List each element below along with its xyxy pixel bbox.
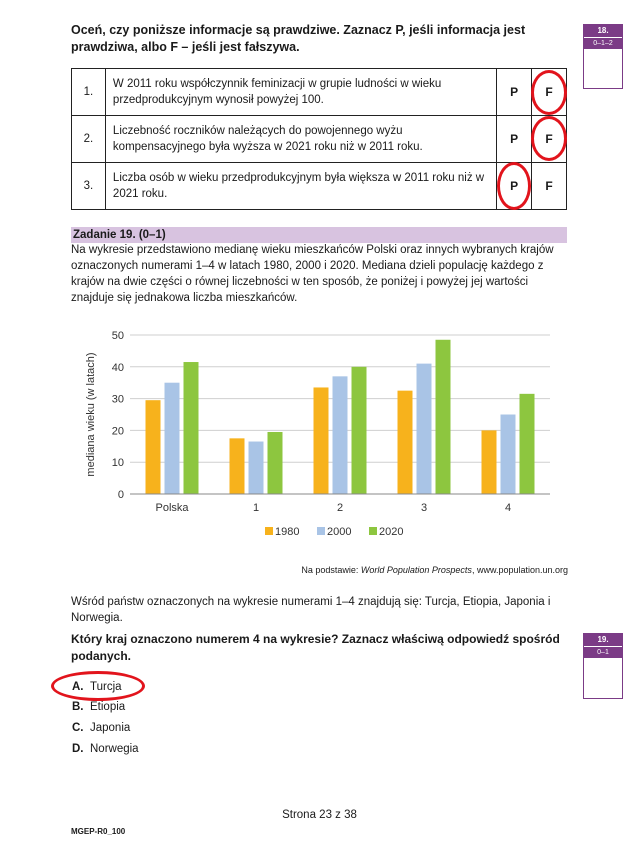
option-letter: B.: [72, 701, 84, 713]
page-number: Strona 23 z 38: [282, 809, 357, 821]
score-box-points: 0–1: [584, 646, 622, 658]
bar-1980-1: [230, 438, 245, 494]
y-tick-label: 40: [111, 361, 124, 374]
bar-2000-3: [417, 364, 432, 494]
task19-question: Który kraj oznaczono numerem 4 na wykresie? Zaznacz właściwą odpowiedź spośród podanych.: [71, 632, 560, 663]
option-letter: D.: [72, 743, 84, 755]
table-row: [72, 116, 567, 163]
legend-swatch-2000: [317, 527, 325, 535]
task19-intro: Na wykresie przedstawiono medianę wieku mieszkańców Polski oraz innych wybranych krajów oznaczonych numerami 1–4 w latach 1980, 2000 i 2020. Mediana dzieli populację każdego z krajów na dwie części o równej liczebności w ten sposób, że poniżej i powyżej jej wartości znajduje się jednakowa liczba mieszkańców.: [71, 244, 554, 304]
legend-swatch-2020: [369, 527, 377, 535]
bar-2020-2: [352, 367, 367, 494]
y-tick-label: 30: [111, 393, 124, 406]
option-letter: C.: [72, 722, 84, 734]
countries-paragraph: Wśród państw oznaczonych na wykresie numerami 1–4 znajdują się: Turcja, Etiopia, Japonia i Norwegia.: [71, 596, 551, 624]
table-row: [72, 163, 567, 210]
answer-p[interactable]: P: [497, 163, 532, 210]
legend-label-2000: 2000: [327, 526, 352, 538]
answer-p[interactable]: P: [497, 69, 532, 116]
y-tick-label: 50: [111, 330, 124, 342]
bar-2020-Polska: [184, 362, 199, 494]
option-text: Japonia: [90, 722, 131, 734]
bar-2000-4: [501, 415, 516, 495]
option-c[interactable]: [72, 720, 130, 736]
score-box-number: 19.: [584, 634, 622, 646]
exam-code: MGEP-R0_100: [71, 827, 126, 836]
table-row: [72, 69, 567, 116]
legend-label-1980: 1980: [275, 526, 300, 538]
bar-2020-4: [520, 394, 535, 494]
statement-number: 2.: [72, 116, 106, 163]
x-tick-label: 4: [504, 502, 512, 514]
option-text: Turcja: [90, 681, 122, 693]
bar-2000-2: [333, 376, 348, 494]
source-prefix: Na podstawie:: [301, 565, 361, 575]
bar-1980-3: [398, 391, 413, 494]
score-box-points: 0–1–2: [584, 37, 622, 49]
x-tick-label: 1: [252, 502, 260, 514]
score-box-18: [583, 24, 623, 89]
bar-2020-1: [268, 432, 283, 494]
x-tick-label: Polska: [155, 502, 189, 514]
chart-source: [250, 565, 568, 575]
option-letter: A.: [72, 681, 84, 693]
answer-p[interactable]: P: [497, 116, 532, 163]
bar-1980-2: [314, 387, 329, 494]
score-box-number: 18.: [584, 25, 622, 37]
task19-header: Zadanie 19. (0–1): [71, 227, 567, 243]
statements-table: [71, 68, 567, 210]
option-text: Etiopia: [90, 701, 126, 713]
answer-mark-row1-f: [531, 70, 567, 115]
answer-mark-option-a: [51, 671, 145, 701]
y-tick-label: 20: [111, 425, 124, 438]
x-tick-label: 3: [420, 502, 428, 514]
bar-1980-4: [482, 430, 497, 494]
statement-text: Liczebność roczników należących do powojennego wyżu kompensacyjnego była wyższa w 2021 roku niż w 2011 roku.: [105, 116, 496, 163]
y-tick-label: 0: [117, 489, 124, 501]
bar-1980-Polska: [146, 400, 161, 494]
answer-mark-row2-f: [531, 116, 567, 161]
legend-label-2020: 2020: [379, 526, 404, 538]
option-d[interactable]: [72, 741, 139, 757]
y-tick-label: 10: [111, 457, 124, 470]
source-suffix: , www.population.un.org: [471, 565, 568, 575]
x-tick-label: 2: [336, 502, 344, 514]
bar-2000-1: [249, 442, 264, 494]
answer-f[interactable]: F: [532, 116, 567, 163]
statement-number: 3.: [72, 163, 106, 210]
legend-swatch-1980: [265, 527, 273, 535]
y-axis-label: mediana wieku (w latach): [85, 352, 97, 477]
option-b[interactable]: [72, 699, 125, 715]
score-box-19: [583, 633, 623, 699]
task18-instruction: Oceń, czy poniższe informacje są prawdziwe. Zaznacz P, jeśli informacja jest prawdziwa, albo F – jeśli jest fałszywa.: [71, 23, 526, 54]
source-title: World Population Prospects: [360, 565, 472, 575]
statement-text: Liczba osób w wieku przedprodukcyjnym była większa w 2011 roku niż w 2021 roku.: [105, 163, 496, 210]
statement-text: W 2011 roku współczynnik feminizacji w grupie ludności w wieku przedprodukcyjnym wynosił powyżej 100.: [105, 69, 496, 116]
median-age-chart: [70, 322, 570, 552]
bar-2020-3: [436, 340, 451, 494]
bar-2000-Polska: [165, 383, 180, 494]
answer-f[interactable]: F: [532, 69, 567, 116]
option-text: Norwegia: [90, 743, 139, 755]
answer-mark-row3-p: [497, 162, 531, 210]
statement-number: 1.: [72, 69, 106, 116]
answer-f[interactable]: F: [532, 163, 567, 210]
